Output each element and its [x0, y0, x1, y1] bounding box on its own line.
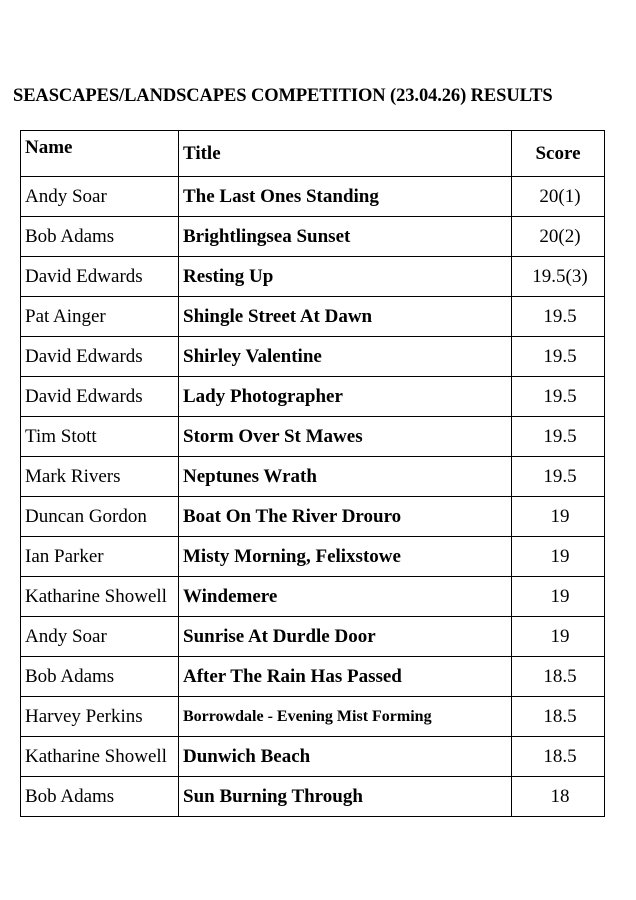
score: 18.5 — [512, 657, 605, 697]
score: 18.5 — [512, 737, 605, 777]
score: 19.5 — [512, 457, 605, 497]
image-title: Borrowdale - Evening Mist Forming — [179, 697, 512, 737]
score: 18.5 — [512, 697, 605, 737]
entrant-name: Duncan Gordon — [21, 497, 179, 537]
image-title: Sun Burning Through — [179, 777, 512, 817]
table-row — [21, 577, 605, 617]
entrant-name: Katharine Showell — [21, 737, 179, 777]
image-title: After The Rain Has Passed — [179, 657, 512, 697]
table-row — [21, 777, 605, 817]
score: 19.5 — [512, 417, 605, 457]
image-title: Storm Over St Mawes — [179, 417, 512, 457]
score: 19 — [512, 577, 605, 617]
table-row — [21, 177, 605, 217]
image-title: Misty Morning, Felixstowe — [179, 537, 512, 577]
column-header-score: Score — [512, 131, 605, 177]
page-title: SEASCAPES/LANDSCAPES COMPETITION (23.04.26) RESULTS — [13, 86, 553, 106]
score: 20(1) — [512, 177, 605, 217]
image-title: Dunwich Beach — [179, 737, 512, 777]
image-title: Lady Photographer — [179, 377, 512, 417]
entrant-name: Andy Soar — [21, 617, 179, 657]
entrant-name: Andy Soar — [21, 177, 179, 217]
table-header-row — [21, 131, 605, 177]
entrant-name: David Edwards — [21, 377, 179, 417]
image-title: Neptunes Wrath — [179, 457, 512, 497]
entrant-name: Bob Adams — [21, 777, 179, 817]
image-title: Resting Up — [179, 257, 512, 297]
image-title: Boat On The River Drouro — [179, 497, 512, 537]
entrant-name: Tim Stott — [21, 417, 179, 457]
table-row — [21, 457, 605, 497]
score: 19.5 — [512, 337, 605, 377]
entrant-name: David Edwards — [21, 337, 179, 377]
table-row — [21, 697, 605, 737]
column-header-title: Title — [179, 131, 512, 177]
image-title: Shirley Valentine — [179, 337, 512, 377]
table-row — [21, 377, 605, 417]
table-row — [21, 297, 605, 337]
score: 19 — [512, 497, 605, 537]
score: 20(2) — [512, 217, 605, 257]
image-title: The Last Ones Standing — [179, 177, 512, 217]
image-title: Brightlingsea Sunset — [179, 217, 512, 257]
score: 19 — [512, 537, 605, 577]
table-row — [21, 537, 605, 577]
score: 19 — [512, 617, 605, 657]
score: 19.5 — [512, 377, 605, 417]
image-title: Windemere — [179, 577, 512, 617]
results-table — [20, 130, 605, 817]
column-header-name: Name — [21, 131, 179, 177]
table-row — [21, 657, 605, 697]
table-row — [21, 337, 605, 377]
table-row — [21, 217, 605, 257]
entrant-name: Mark Rivers — [21, 457, 179, 497]
score: 19.5 — [512, 297, 605, 337]
image-title: Sunrise At Durdle Door — [179, 617, 512, 657]
entrant-name: Bob Adams — [21, 657, 179, 697]
score: 18 — [512, 777, 605, 817]
table-row — [21, 737, 605, 777]
table-row — [21, 497, 605, 537]
entrant-name: Bob Adams — [21, 217, 179, 257]
image-title: Shingle Street At Dawn — [179, 297, 512, 337]
table-row — [21, 417, 605, 457]
entrant-name: Pat Ainger — [21, 297, 179, 337]
entrant-name: Harvey Perkins — [21, 697, 179, 737]
table-row — [21, 617, 605, 657]
entrant-name: David Edwards — [21, 257, 179, 297]
entrant-name: Ian Parker — [21, 537, 179, 577]
score: 19.5(3) — [512, 257, 605, 297]
entrant-name: Katharine Showell — [21, 577, 179, 617]
table-row — [21, 257, 605, 297]
